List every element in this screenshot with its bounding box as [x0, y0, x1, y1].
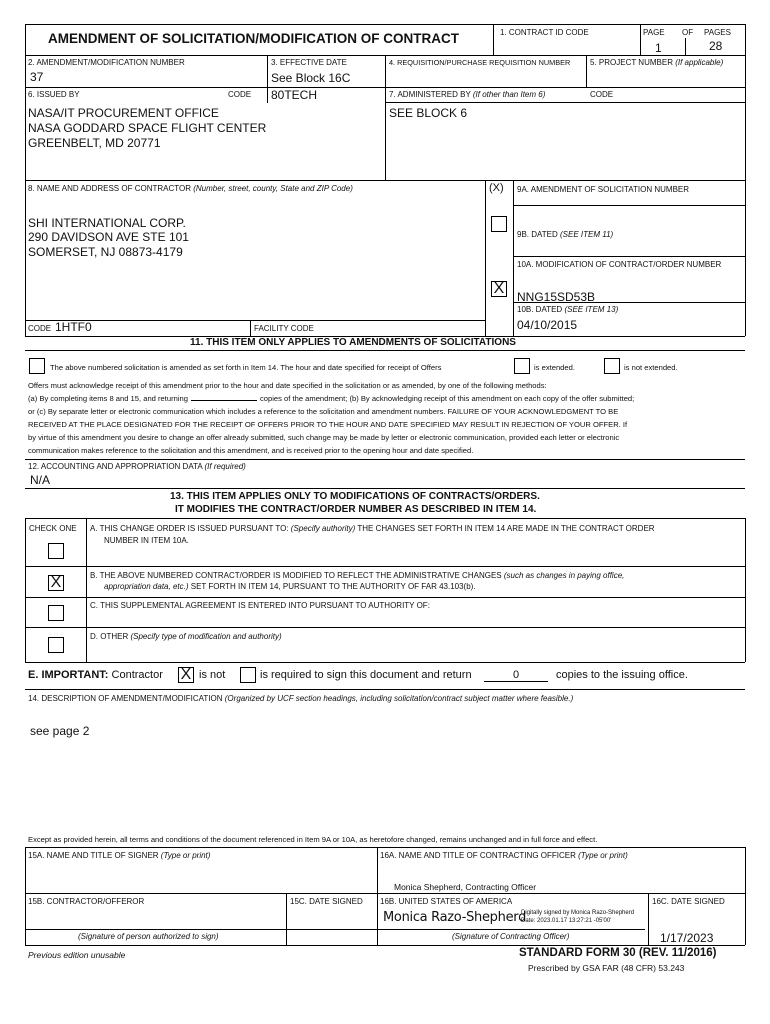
issued-by-line-2: NASA GODDARD SPACE FLIGHT CENTER [28, 121, 267, 135]
requisition-number-label: 4. REQUISITION/PURCHASE REQUISITION NUMBER [389, 58, 571, 67]
option-c-checkbox[interactable] [48, 605, 64, 621]
solicitation-checkbox[interactable] [491, 216, 507, 232]
pages-label: PAGES [704, 28, 731, 37]
offers-amended-checkbox[interactable] [29, 358, 45, 374]
form-name: STANDARD FORM 30 (REV. 11/2016) [519, 947, 717, 959]
amendment-number: 37 [30, 70, 44, 84]
issued-by-line-1: NASA/IT PROCUREMENT OFFICE [28, 106, 219, 120]
contractor-offeror-label: 15B. CONTRACTOR/OFFEROR [28, 897, 145, 906]
officer-date-label: 16C. DATE SIGNED [652, 897, 725, 906]
of-label: OF [682, 28, 694, 37]
contractor-date-label: 15C. DATE SIGNED [290, 897, 363, 906]
option-a-text: A. THIS CHANGE ORDER IS ISSUED PURSUANT TO: (Specify authority) THE CHANGES SET FORTH IN ITEM 14 ARE MADE IN THE CONTRACT ORDER [90, 524, 655, 533]
copies-count: 0 [484, 669, 548, 682]
issued-by-line-3: GREENBELT, MD 20771 [28, 136, 161, 150]
total-pages: 28 [709, 39, 723, 53]
x-column-label: (X) [489, 182, 504, 194]
amendment-number-label: 2. AMENDMENT/MODIFICATION NUMBER [28, 58, 185, 67]
contractor-code-label: CODE [28, 324, 52, 333]
item11-para-1: Offers must acknowledge receipt of this amendment prior to the hour and date specified in the solicitation or as amended, by one of the following methods: [28, 381, 547, 390]
option-b-text: B. THE ABOVE NUMBERED CONTRACT/ORDER IS MODIFIED TO REFLECT THE ADMINISTRATIVE CHANGES (such as changes in paying office, [90, 571, 625, 580]
is-not-required-checkbox[interactable]: X [178, 667, 194, 683]
officer-name: Monica Shepherd, Contracting Officer [394, 882, 537, 892]
description-value: see page 2 [30, 724, 90, 738]
effective-date-label: 3. EFFECTIVE DATE [271, 58, 347, 67]
option-d-text: D. OTHER (Specify type of modification and authority) [90, 632, 282, 641]
officer-date-signed: 1/17/2023 [660, 931, 714, 945]
modification-dated-label: 10B. DATED (SEE ITEM 13) [517, 305, 619, 314]
contractor-label: 8. NAME AND ADDRESS OF CONTRACTOR (Number, street, county, State and ZIP Code) [28, 184, 353, 193]
contractor-signature-caption: (Signature of person authorized to sign) [78, 932, 219, 941]
item13-heading-1: 13. THIS ITEM APPLIES ONLY TO MODIFICATIONS OF CONTRACTS/ORDERS. [170, 491, 540, 502]
option-b-checkbox[interactable]: X [48, 575, 64, 591]
solicitation-dated-label: 9B. DATED (SEE ITEM 11) [517, 230, 614, 239]
is-required-checkbox[interactable] [240, 667, 256, 683]
administered-by-code-label: CODE [590, 90, 614, 99]
administered-by: SEE BLOCK 6 [389, 106, 468, 120]
modification-number-label: 10A. MODIFICATION OF CONTRACT/ORDER NUMBER [517, 260, 722, 269]
contractor-line-1: SHI INTERNATIONAL CORP. [28, 216, 186, 230]
signature-note-1: Digitally signed by Monica Razo-Shepherd [521, 910, 635, 916]
issued-by-label: 6. ISSUED BY [28, 90, 80, 99]
copies-tail: copies to the issuing office. [556, 669, 688, 681]
item11-para-6: communication makes reference to the solicitation and this amendment, and is received prior to the opening hour and date specified. [28, 446, 474, 455]
check-one-label: CHECK ONE [29, 524, 77, 533]
officer-signature: Monica Razo-Shepherd [383, 910, 527, 925]
modification-checkbox[interactable]: X [491, 281, 507, 297]
previous-edition: Previous edition unusable [28, 950, 126, 960]
important-row: E. IMPORTANT: Contractor [28, 669, 163, 681]
is-not-extended-checkbox[interactable] [604, 358, 620, 374]
officer-signature-caption: (Signature of Contracting Officer) [452, 932, 570, 941]
contractor-code: 1HTF0 [55, 320, 92, 334]
is-not-extended-label: is not extended. [624, 363, 678, 372]
item13-heading-2: IT MODIFIES THE CONTRACT/ORDER NUMBER AS DESCRIBED IN ITEM 14. [175, 504, 537, 515]
accounting-label: 12. ACCOUNTING AND APPROPRIATION DATA (If required) [28, 462, 246, 471]
project-number-label: 5. PROJECT NUMBER (If applicable) [590, 58, 724, 67]
option-a-text-2: NUMBER IN ITEM 10A. [104, 536, 189, 545]
officer-name-label: 16A. NAME AND TITLE OF CONTRACTING OFFICER (Type or print) [380, 851, 628, 860]
issued-by-code: 80TECH [271, 88, 318, 102]
contract-id-label: 1. CONTRACT ID CODE [500, 28, 589, 37]
contractor-line-2: 290 DAVIDSON AVE STE 101 [28, 230, 189, 244]
page-label: PAGE [643, 28, 665, 37]
form-title: AMENDMENT OF SOLICITATION/MODIFICATION OF CONTRACT [48, 31, 459, 46]
usa-label: 16B. UNITED STATES OF AMERICA [380, 897, 513, 906]
modification-dated: 04/10/2015 [517, 318, 578, 332]
option-d-checkbox[interactable] [48, 637, 64, 653]
prescribed-by: Prescribed by GSA FAR (48 CFR) 53.243 [528, 963, 685, 973]
accounting-value: N/A [30, 473, 51, 487]
option-c-text: C. THIS SUPPLEMENTAL AGREEMENT IS ENTERED INTO PURSUANT TO AUTHORITY OF: [90, 601, 430, 610]
facility-code-label: FACILITY CODE [254, 324, 314, 333]
item11-para-3: or (c) By separate letter or electronic communication which includes a reference to the solicitation and amendment numbers. FAILURE OF YOUR ACKNOWLEDGMENT TO BE [28, 407, 619, 416]
is-extended-label: is extended. [534, 363, 575, 372]
signature-note-2: Date: 2023.01.17 13:27:21 -05'00' [521, 918, 612, 924]
is-extended-checkbox[interactable] [514, 358, 530, 374]
is-not-label: is not [199, 669, 226, 681]
item11-para-5: by virtue of this amendment you desire to change an offer already submitted, such change may be made by letter or electronic communication, provided each letter or electronic [28, 433, 620, 442]
issued-by-code-label: CODE [228, 90, 252, 99]
item11-para-2: (a) By completing items 8 and 15, and returning copies of the amendment; (b) By acknowledging receipt of this amendment on each copy of the offer submitted; [28, 394, 635, 403]
is-required-label: is required to sign this document and return [260, 669, 472, 681]
modification-number: NNG15SD53B [517, 290, 596, 304]
effective-date: See Block 16C [271, 71, 351, 85]
contractor-line-3: SOMERSET, NJ 08873-4179 [28, 245, 183, 259]
administered-by-label: 7. ADMINISTERED BY (If other than Item 6) [389, 90, 546, 99]
item11-heading: 11. THIS ITEM ONLY APPLIES TO AMENDMENTS OF SOLICITATIONS [190, 337, 516, 348]
solicitation-number-label: 9A. AMENDMENT OF SOLICITATION NUMBER [517, 185, 690, 194]
signer-name-label: 15A. NAME AND TITLE OF SIGNER (Type or print) [28, 851, 211, 860]
option-b-text-2: appropriation data, etc.) SET FORTH IN ITEM 14, PURSUANT TO THE AUTHORITY OF FAR 43.103(b). [104, 582, 476, 591]
page-number: 1 [655, 41, 662, 55]
description-label: 14. DESCRIPTION OF AMENDMENT/MODIFICATION (Organized by UCF section headings, including solicitation/contract subject matter where feasible.) [28, 694, 574, 703]
item11-line-1: The above numbered solicitation is amended as set forth in Item 14. The hour and date specified for receipt of Offers [50, 363, 442, 372]
item11-para-4: RECEIVED AT THE PLACE DESIGNATED FOR THE RECEIPT OF OFFERS PRIOR TO THE HOUR AND DATE SPECIFIED MAY RESULT IN REJECTION OF YOUR OFFER. If [28, 420, 628, 429]
except-text: Except as provided herein, all terms and conditions of the document referenced in Item 9A or 10A, as heretofore changed, remains unchanged and in full force and effect. [28, 835, 598, 844]
option-a-checkbox[interactable] [48, 543, 64, 559]
